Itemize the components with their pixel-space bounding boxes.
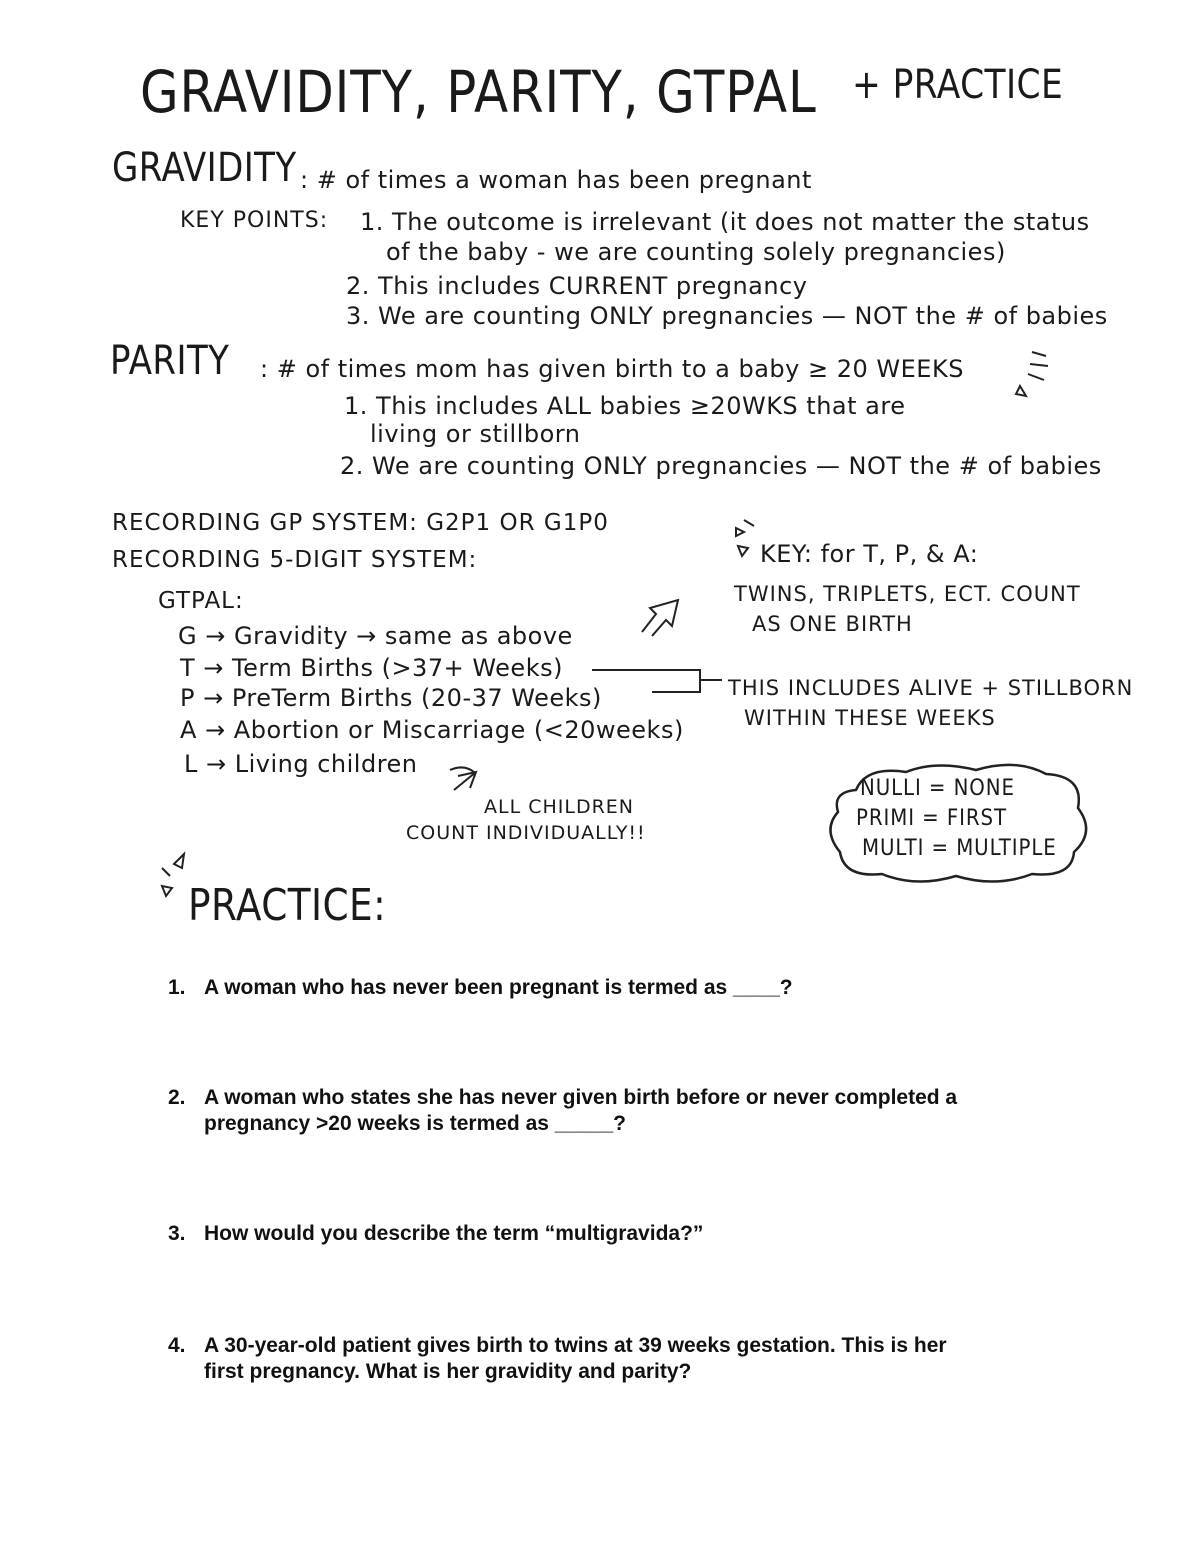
gravidity-point-1-cont: of the baby - we are counting solely pregnancies) [386,238,1006,266]
bracket-connector [590,666,730,706]
cloud-line-2: PRIMI = FIRST [856,806,1007,831]
five-digit-line: RECORDING 5-DIGIT SYSTEM: [112,547,478,573]
gravidity-definition: : # of times a woman has been pregnant [300,166,812,194]
question-3 [168,1222,703,1246]
key-box-line-2: AS ONE BIRTH [752,612,913,636]
key-box-title: KEY: for T, P, & A: [760,540,979,568]
question-4 [168,1334,947,1358]
gravidity-point-3: 3. We are counting ONLY pregnancies — NOT the # of babies [346,302,1108,330]
children-note-2: COUNT INDIVIDUALLY!! [406,822,646,844]
question-text: first pregnancy. What is her gravidity and parity? [204,1360,692,1383]
question-1 [168,976,793,1000]
question-text: A 30-year-old patient gives birth to twins at 39 weeks gestation. This is her [204,1334,947,1357]
page-title: GRAVIDITY, PARITY, GTPAL [140,58,817,126]
gtpal-item-g: G → Gravidity → same as above [178,622,573,650]
gravidity-point-1: 1. The outcome is irrelevant (it does not matter the status [360,208,1090,236]
gp-system-line: RECORDING GP SYSTEM: G2P1 OR G1P0 [112,510,609,536]
question-text: How would you describe the term “multigravida?” [204,1222,704,1245]
practice-heading: PRACTICE: [188,880,387,931]
parity-point-1-cont: living or stillborn [370,420,581,448]
question-number: 1. [168,976,186,999]
gtpal-item-t: T → Term Births (>37+ Weeks) [180,654,563,682]
question-text: A woman who has never been pregnant is termed as ____? [204,976,793,999]
squiggle-arrow-icon [446,762,486,802]
question-number: 2. [168,1086,186,1109]
gtpal-item-a: A → Abortion or Miscarriage (<20weeks) [180,716,684,744]
question-2 [168,1086,957,1110]
arrow-icon [636,592,686,636]
children-note-1: ALL CHILDREN [484,796,635,818]
parity-definition: : # of times mom has given birth to a baby ≥ 20 WEEKS [260,355,964,383]
page-title-suffix: + PRACTICE [852,62,1064,108]
gtpal-item-p: P → PreTerm Births (20-37 Weeks) [180,684,602,712]
cloud-line-3: MULTI = MULTIPLE [862,836,1057,861]
gtpal-label: GTPAL: [158,588,244,614]
parity-heading: PARITY [110,338,230,384]
question-4-cont [204,1360,691,1384]
gravidity-point-2: 2. This includes CURRENT pregnancy [346,272,808,300]
parity-point-1: 1. This includes ALL babies ≥20WKS that are [344,392,906,420]
gravidity-heading: GRAVIDITY [112,145,297,191]
cloud-line-1: NULLI = NONE [860,776,1015,801]
key-points-label: KEY POINTS: [180,208,329,233]
includes-note-1: THIS INCLUDES ALIVE + STILLBORN [728,676,1134,700]
sparkle-icon [1012,346,1052,406]
gtpal-item-l: L → Living children [184,750,418,778]
parity-point-2: 2. We are counting ONLY pregnancies — NOT the # of babies [340,452,1102,480]
question-text: pregnancy >20 weeks is termed as _____? [204,1112,626,1135]
question-number: 4. [168,1334,186,1357]
includes-note-2: WITHIN THESE WEEKS [744,706,996,730]
key-box-line-1: TWINS, TRIPLETS, ECT. COUNT [734,582,1081,606]
question-2-cont [204,1112,626,1136]
question-number: 3. [168,1222,186,1245]
question-text: A woman who states she has never given birth before or never completed a [204,1086,958,1109]
